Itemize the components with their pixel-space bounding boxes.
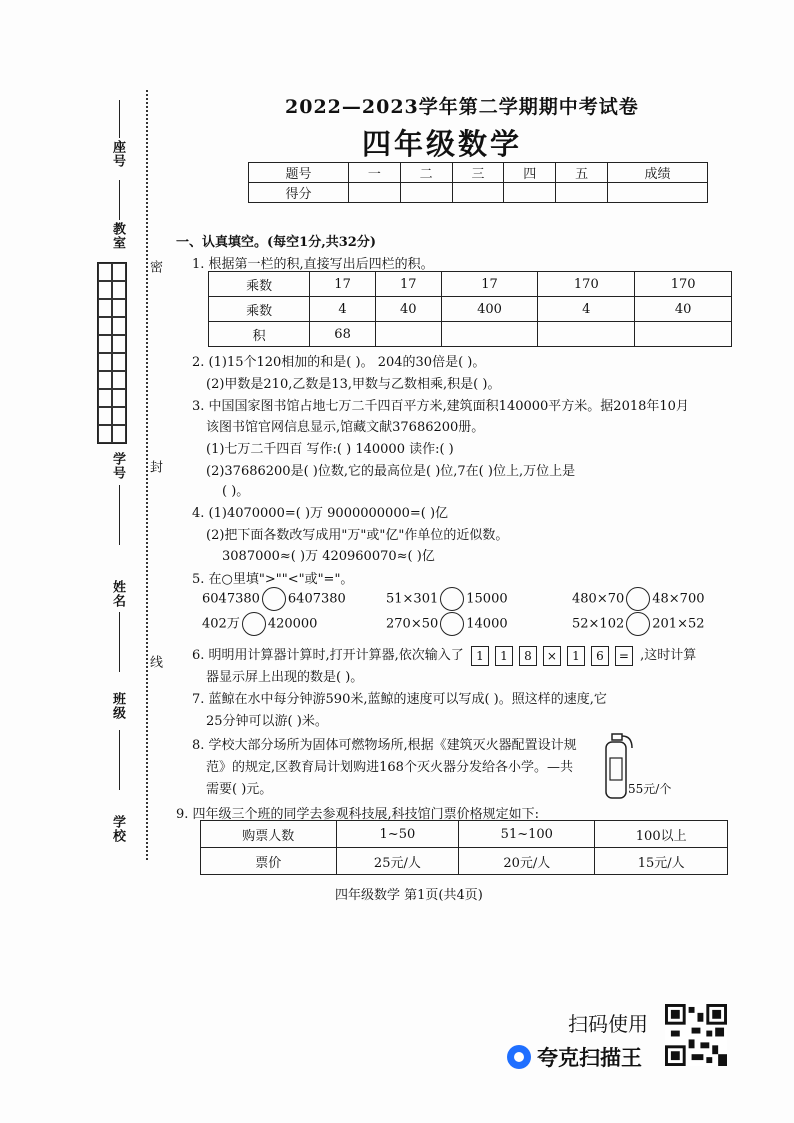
table-cell: 25元/人 [336, 848, 459, 875]
student-number-boxes [97, 262, 127, 444]
class-label: 班级 [110, 692, 125, 720]
classroom-line [119, 180, 120, 220]
compare-item: 51×301 15000 [386, 587, 508, 611]
score-cell: 一 [348, 163, 400, 183]
compare-circle[interactable] [440, 612, 464, 636]
table-cell [375, 322, 441, 347]
seal-mi: 密 [147, 260, 162, 274]
q2b-text: (2)甲数是210,乙数是13,甲数与乙数相乘,积是( )。 [206, 377, 501, 392]
table-cell: 400 [441, 297, 538, 322]
table-cell: 乘数 [209, 272, 310, 297]
table-cell [635, 322, 732, 347]
q9-price-table [200, 820, 728, 875]
q7a-text: 7. 蓝鲸在水中每分钟游590米,蓝鲸的速度可以写成( )。照这样的速度,它 [192, 692, 607, 707]
name-label: 姓名 [110, 580, 125, 608]
compare-item: 270×50 14000 [386, 612, 508, 636]
table-cell: 100以上 [595, 821, 728, 848]
name-line [119, 612, 120, 672]
app-brand [507, 1042, 642, 1072]
q3d-text: (2)37686200是( )位数,它的最高位是( )位,7在( )位上,万位上是 [206, 464, 576, 479]
seal-feng: 封 [147, 460, 162, 474]
table-cell: 17 [310, 272, 376, 297]
table-cell: 170 [538, 272, 635, 297]
score-cell: 成绩 [608, 163, 708, 183]
exam-title: 2022—2023学年第二学期期中考试卷 [285, 96, 639, 118]
calc-key: = [615, 646, 633, 666]
table-cell: 积 [209, 322, 310, 347]
school-label: 学校 [110, 815, 125, 843]
exam-subject: 四年级数学 [362, 127, 523, 161]
q3c-text: (1)七万二千四百 写作:( ) 140000 读作:( ) [206, 442, 454, 457]
calc-key: 1 [495, 646, 513, 666]
compare-circle[interactable] [262, 587, 286, 611]
table-cell [538, 322, 635, 347]
q7b-text: 25分钟可以游( )米。 [206, 714, 328, 729]
table-cell: 40 [635, 297, 732, 322]
student-no-line [119, 485, 120, 545]
table-cell: 票价 [201, 848, 337, 875]
score-cell: 四 [504, 163, 556, 183]
q4c-text: 3087000≈( )万 420960070≈( )亿 [222, 549, 435, 564]
section-title: 一、认真填空。(每空1分,共32分) [176, 235, 376, 250]
compare-item: 6047380 6407380 [202, 587, 346, 611]
q6-text: 6. 明明用计算器计算时,打开计算器,依次输入了 1 1 8 × 1 6 = ,这时计算 [192, 644, 696, 666]
compare-item: 402万 420000 [202, 612, 317, 636]
score-cell: 得分 [249, 183, 349, 203]
table-cell: 15元/人 [595, 848, 728, 875]
calc-key: 1 [471, 646, 489, 666]
score-cell [608, 183, 708, 203]
table-cell: 170 [635, 272, 732, 297]
seat-label: 座号 [110, 140, 125, 168]
score-cell [400, 183, 452, 203]
extinguisher-price: 55元/个 [628, 782, 672, 796]
compare-circle[interactable] [626, 587, 650, 611]
compare-item: 480×70 48×700 [572, 587, 705, 611]
score-cell: 题号 [249, 163, 349, 183]
table-cell: 1~50 [336, 821, 459, 848]
table-cell: 17 [375, 272, 441, 297]
score-table [248, 162, 708, 203]
q8c-text: 需要( )元。 [206, 782, 273, 797]
classroom-label: 教室 [110, 222, 125, 250]
seat-line [119, 100, 120, 138]
table-cell: 51~100 [459, 821, 595, 848]
student-no-label: 学号 [110, 452, 125, 480]
seal-dotted-line [146, 90, 148, 860]
table-cell: 20元/人 [459, 848, 595, 875]
calc-key: 1 [567, 646, 585, 666]
q2a-text: 2. (1)15个120相加的和是( )。 204的30倍是( )。 [192, 355, 486, 370]
table-cell: 购票人数 [201, 821, 337, 848]
q3b-text: 该图书馆官网信息显示,馆藏文献37686200册。 [206, 420, 485, 435]
table-cell: 4 [310, 297, 376, 322]
table-cell: 17 [441, 272, 538, 297]
q4b-text: (2)把下面各数改写成用"万"或"亿"作单位的近似数。 [206, 528, 509, 543]
brand-name: 夸克扫描王 [537, 1046, 642, 1070]
compare-circle[interactable] [626, 612, 650, 636]
q8a-text: 8. 学校大部分场所为固体可燃物场所,根据《建筑灭火器配置设计规 [192, 738, 577, 753]
compare-circle[interactable] [242, 612, 266, 636]
page-footer: 四年级数学 第1页(共4页) [335, 888, 483, 903]
compare-item: 52×102 201×52 [572, 612, 705, 636]
table-cell: 68 [310, 322, 376, 347]
q6c-text: 器显示屏上出现的数是( )。 [206, 670, 364, 685]
class-line [119, 730, 120, 790]
score-cell: 三 [452, 163, 504, 183]
q3a-text: 3. 中国国家图书馆占地七万二千四百平方米,建筑面积140000平方米。据2018年10月 [192, 399, 689, 414]
calc-key: 6 [591, 646, 609, 666]
q8b-text: 范》的规定,区教育局计划购进168个灭火器分发给各小学。—共 [206, 760, 573, 775]
score-cell [504, 183, 556, 203]
q1-table [208, 271, 732, 347]
table-cell: 40 [375, 297, 441, 322]
score-cell [556, 183, 608, 203]
score-cell [452, 183, 504, 203]
compare-circle[interactable] [440, 587, 464, 611]
quark-logo-icon [507, 1045, 531, 1069]
qr-code-icon[interactable] [665, 1004, 727, 1066]
q4a-text: 4. (1)4070000=( )万 9000000000=( )亿 [192, 506, 449, 521]
q9-text: 9. 四年级三个班的同学去参观科技展,科技馆门票价格规定如下: [176, 807, 540, 822]
calc-key: 8 [519, 646, 537, 666]
q3e-text: ( )。 [222, 484, 250, 499]
score-cell [348, 183, 400, 203]
scan-to-use-label: 扫码使用 [568, 1012, 648, 1036]
calc-key: × [543, 646, 561, 666]
q5-text: 5. 在○里填">""<"或"="。 [192, 572, 354, 587]
table-cell: 乘数 [209, 297, 310, 322]
q1-text: 1. 根据第一栏的积,直接写出后四栏的积。 [192, 257, 434, 272]
score-cell: 二 [400, 163, 452, 183]
seal-xian: 线 [147, 655, 162, 669]
table-cell [441, 322, 538, 347]
table-cell: 4 [538, 297, 635, 322]
score-cell: 五 [556, 163, 608, 183]
